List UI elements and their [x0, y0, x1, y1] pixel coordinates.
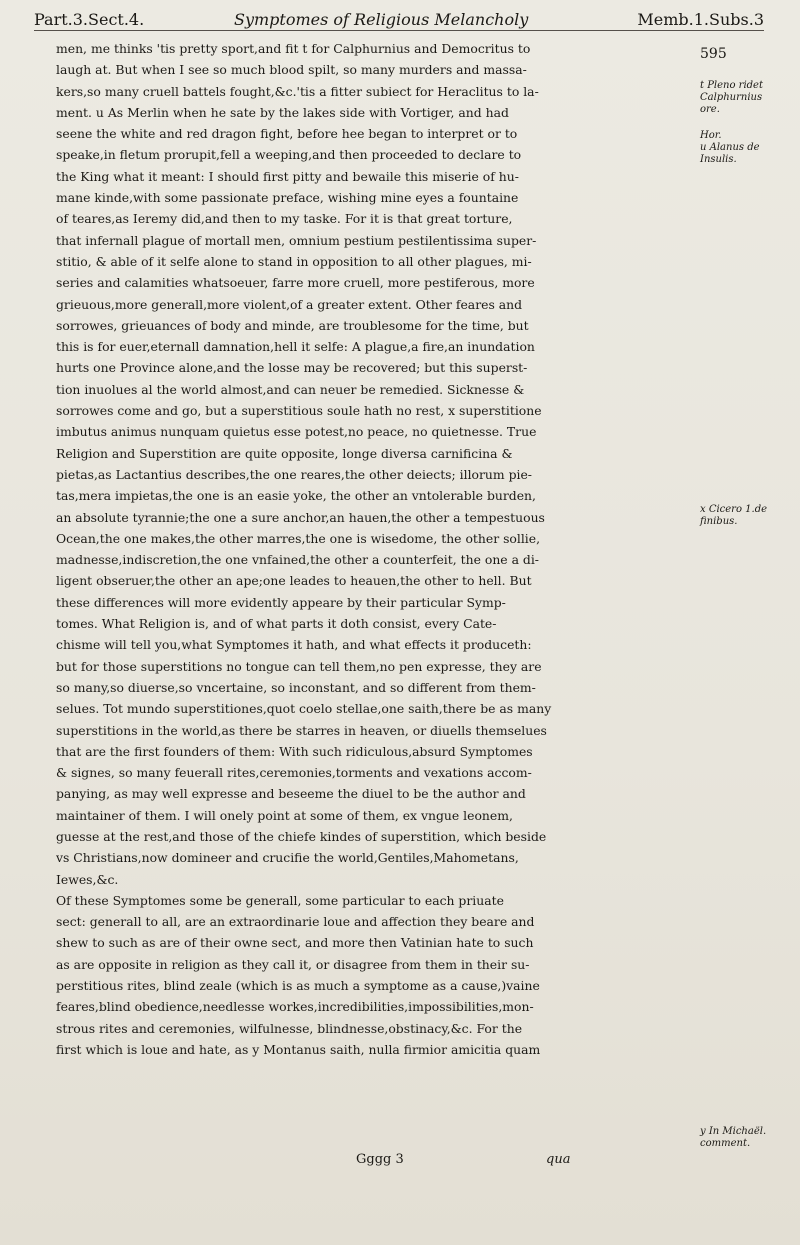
- text-line: this is for euer,eternall damnation,hell it selfe: A plague,a fire,an inundation: [56, 339, 535, 355]
- running-header: [34, 8, 764, 32]
- text-line: perstitious rites, blind zeale (which is as much a symptome as a cause,)vaine: [56, 978, 540, 994]
- text-line: [56, 1124, 696, 1145]
- text-line: hurts one Province alone,and the losse may be recovered; but this superst-: [56, 360, 528, 376]
- page-number: 595: [700, 46, 727, 62]
- text-line: feares,blind obedience,needlesse workes,incredibilities,impossibilities,mon-: [56, 999, 534, 1015]
- text-line: series and calamities whatsoeuer, farre more cruell, more pestiferous, more: [56, 275, 535, 291]
- part-section-label: Part.3.Sect.4.: [34, 10, 145, 29]
- text-line: but for those superstitions no tongue can tell them,no pen expresse, they are: [56, 658, 542, 674]
- text-line: [56, 1060, 696, 1081]
- text-line: so many,so diuerse,so vncertaine, so inconstant, and so different from them-: [56, 679, 536, 695]
- text-line: chisme will tell you,what Symptomes it hath, and what effects it produceth:: [56, 637, 532, 653]
- text-line: mane kinde,with some passionate preface, wishing mine eyes a fountaine: [56, 190, 519, 206]
- text-line: an absolute tyrannie;the one a sure anchor,an hauen,the other a tempestuous: [56, 509, 545, 525]
- text-line: seene the white and red dragon fight, before hee began to interpret or to: [56, 126, 518, 142]
- text-line: guesse at the rest,and those of the chiefe kindes of superstition, which beside: [56, 828, 547, 844]
- text-line: stitio, & able of it selfe alone to stand in opposition to all other plagues, mi-: [56, 253, 532, 269]
- member-subsection-label: Memb.1.Subs.3: [637, 10, 764, 29]
- text-line: ligent obseruer,the other an ape;one leades to heauen,the other to hell. But: [56, 573, 532, 589]
- header-rule: [34, 30, 764, 31]
- text-line: of teares,as Ieremy did,and then to my taske. For it is that great torture,: [56, 211, 513, 227]
- text-line: that infernall plague of mortall men, omnium pestium pestilentissima super-: [56, 232, 537, 248]
- text-line: Iewes,&c.: [56, 871, 119, 887]
- text-line: Ocean,the one makes,the other marres,the one is wisedome, the other sollie,: [56, 530, 541, 546]
- text-line: kers,so many cruell battels fought,&c.'tis a fitter subiect for Heraclitus to la-: [56, 83, 539, 99]
- text-line: ment. u As Merlin when he sate by the lakes side with Vortiger, and had: [56, 104, 509, 120]
- text-line: these differences will more evidently appeare by their particular Symp-: [56, 594, 506, 610]
- margin-note: Calphurnius ore.: [700, 92, 763, 115]
- text-line: that are the first founders of them: With such ridiculous,absurd Symptomes: [56, 743, 533, 759]
- text-line: Of these Symptomes some be generall, some particular to each priuate: [56, 892, 504, 908]
- text-line: tas,mera impietas,the one is an easie yoke, the other an vntolerable burden,: [56, 488, 536, 504]
- text-line: tomes. What Religion is, and of what parts it doth consist, every Cate-: [56, 616, 497, 632]
- margin-note: finibus.: [700, 516, 738, 527]
- text-line: pietas,as Lactantius describes,the one reares,the other deiects; illorum pie-: [56, 466, 532, 482]
- margin-note: y In Michaël.: [700, 1126, 767, 1137]
- margin-note: u Alanus de: [700, 142, 760, 153]
- text-line: sorrowes, grieuances of body and minde, are troublesome for the time, but: [56, 317, 529, 333]
- text-line: the King what it meant: I should first pitty and bewaile this miserie of hu-: [56, 168, 519, 184]
- text-line: selues. Tot mundo superstitiones,quot coelo stellae,one saith,there be as many: [56, 701, 552, 717]
- text-line: [56, 1082, 696, 1103]
- text-line: laugh at. But when I see so much blood spilt, so many murders and massa-: [56, 62, 527, 78]
- text-line: imbutus animus nunquam quietus esse potest,no peace, no quietnesse. True: [56, 424, 537, 440]
- text-line: maintainer of them. I will onely point at some of them, ex vngue leonem,: [56, 807, 513, 823]
- text-line: shew to such as are of their owne sect, and more then Vatinian hate to such: [56, 935, 534, 951]
- margin-note: x Cicero 1.de: [700, 504, 768, 515]
- page-footer: [56, 1152, 696, 1174]
- running-title: Symptomes of Religious Melancholy: [234, 10, 529, 29]
- text-line: panying, as may well expresse and beseeme the diuel to be the author and: [56, 786, 526, 802]
- text-line: sect: generall to all, are an extraordinarie loue and affection they beare and: [56, 914, 535, 930]
- margin-note: Hor.: [700, 130, 722, 141]
- text-line: & signes, so many feuerall rites,ceremonies,torments and vexations accom-: [56, 765, 532, 781]
- text-line: vs Christians,now domineer and crucifie the world,Gentiles,Mahometans,: [56, 850, 519, 866]
- margin-note: comment.: [700, 1138, 751, 1149]
- text-line: Religion and Superstition are quite opposite, longe diversa carnificina &: [56, 445, 513, 461]
- text-line: grieuous,more generall,more violent,of a greater extent. Other feares and: [56, 296, 523, 312]
- text-line: tion inuolues al the world almost,and can neuer be remedied. Sicknesse &: [56, 381, 525, 397]
- text-line: madnesse,indiscretion,the one vnfained,the other a counterfeit, the one a di-: [56, 552, 539, 568]
- signature-mark: Gggg 3: [356, 1152, 404, 1167]
- text-line: first which is loue and hate, as y Montanus saith, nulla firmior amicitia quam: [56, 1041, 541, 1057]
- catchword: qua: [546, 1152, 571, 1167]
- margin-note: t Pleno ridet: [700, 80, 763, 91]
- text-line: [56, 1103, 696, 1124]
- text-line: speake,in fletum prorupit,fell a weeping,and then proceeded to declare to: [56, 147, 522, 163]
- text-line: men, me thinks 'tis pretty sport,and fit t for Calphurnius and Democritus to: [56, 41, 531, 56]
- text-line: as are opposite in religion as they call it, or disagree from them in their su-: [56, 956, 530, 972]
- main-text: [56, 38, 696, 1145]
- margin-note: Insulis.: [700, 154, 737, 165]
- text-line: sorrowes come and go, but a superstitious soule hath no rest, x superstitione: [56, 403, 542, 419]
- text-line: strous rites and ceremonies, wilfulnesse, blindnesse,obstinacy,&c. For the: [56, 1020, 523, 1036]
- text-line: superstitions in the world,as there be starres in heaven, or diuells themselues: [56, 722, 547, 738]
